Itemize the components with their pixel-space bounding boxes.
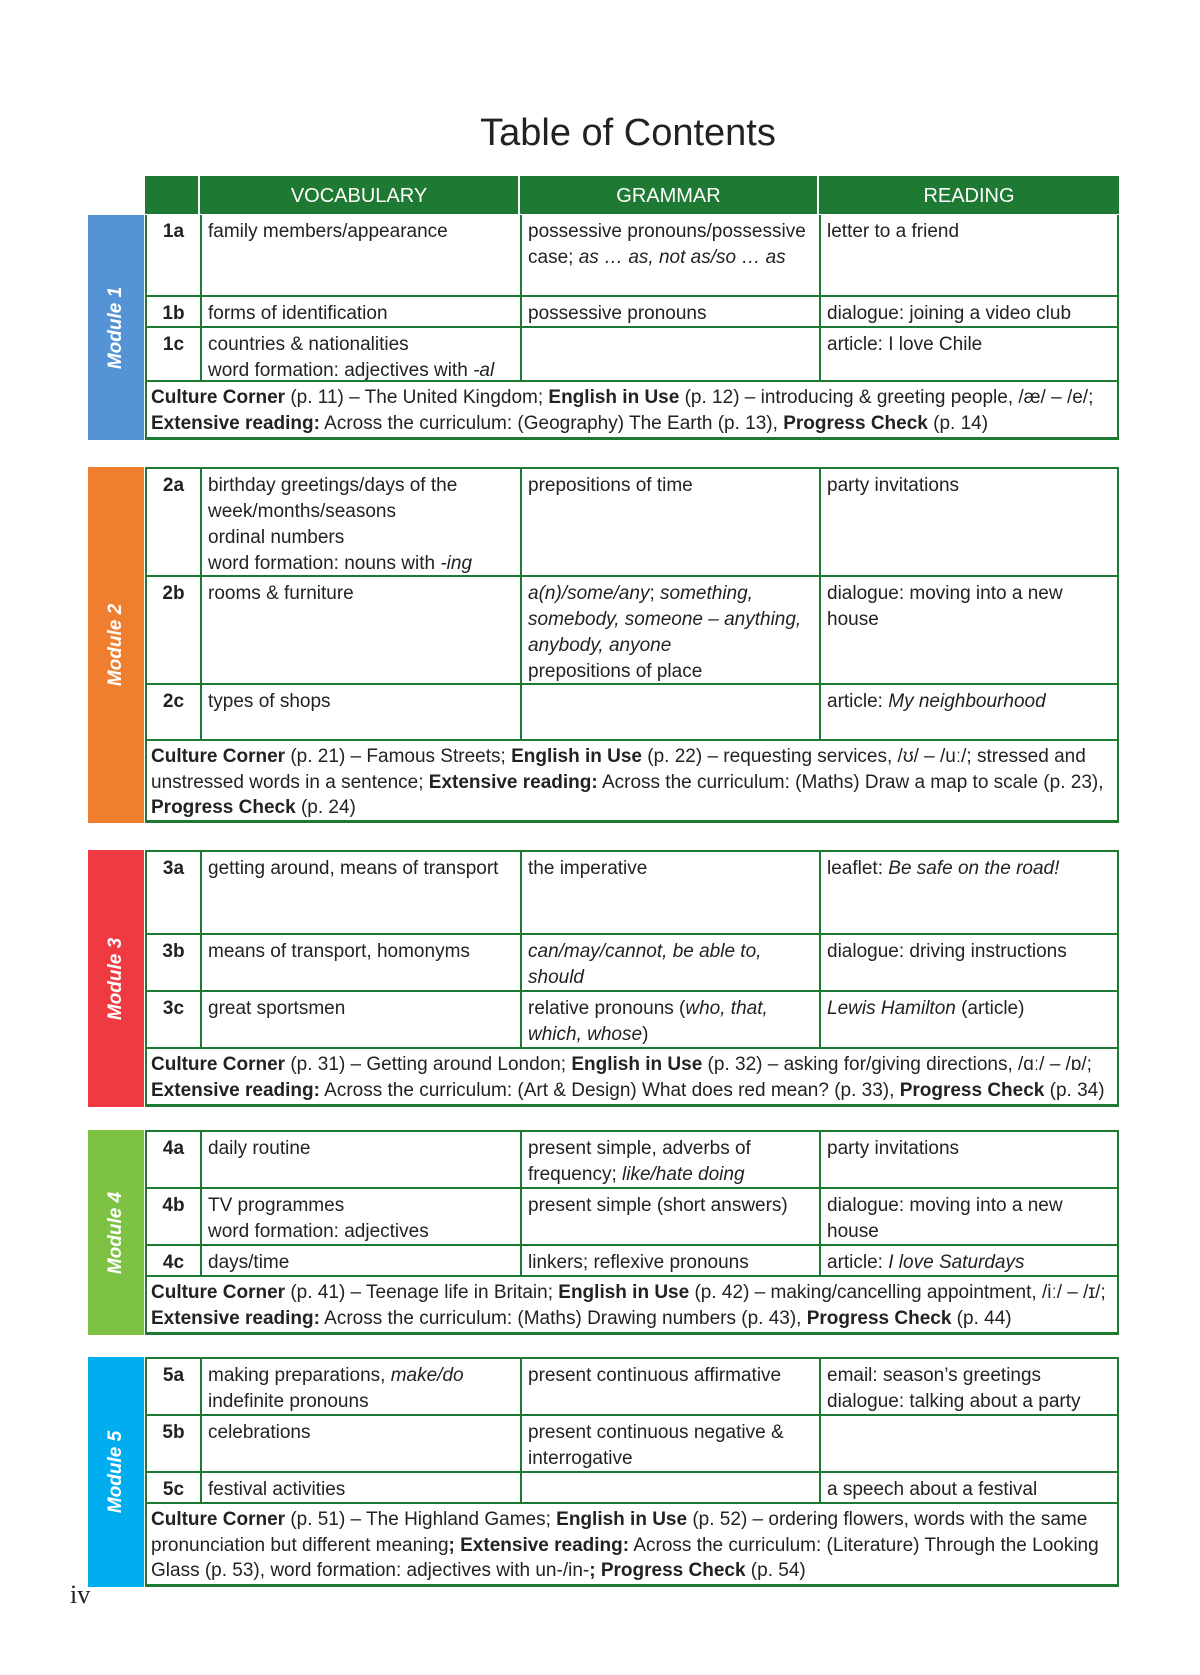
section-detail: (p. 34)	[1044, 1079, 1105, 1101]
section-detail: Across the curriculum: (Maths) Drawing numbers (p. 43),	[319, 1307, 807, 1329]
section-name: Progress Check	[899, 1079, 1045, 1101]
grammar-cell	[520, 1473, 819, 1502]
table-row	[147, 852, 1117, 935]
lesson-code: 1b	[162, 303, 185, 324]
reading-cell: Lewis Hamilton (article)	[819, 992, 1117, 1047]
table-row	[147, 328, 1117, 382]
lesson-code: 3c	[162, 998, 185, 1019]
table-row	[147, 297, 1117, 328]
section-detail: Across the curriculum: (Literature) Through the Looking Glass (p. 53), word formation: adjectives with un-/in-	[151, 1534, 1099, 1581]
section-detail: (p. 52) – ordering flowers, words with the same pronunciation but different meaning	[151, 1509, 1088, 1556]
module-label: Module 3	[105, 937, 126, 1020]
vocabulary-cell: types of shops	[200, 685, 520, 739]
grammar-cell: present simple, adverbs of frequency; like/hate doing	[520, 1132, 819, 1187]
module-label: Module 1	[105, 286, 126, 369]
culture-corner-summary	[147, 1049, 1117, 1106]
section-name: Culture Corner	[151, 387, 286, 408]
lesson-code: 1a	[162, 221, 185, 242]
vocabulary-cell: birthday greetings/days of the week/months/seasons ordinal numbers word formation: nouns with -ing	[200, 469, 520, 575]
module-table	[145, 215, 1119, 440]
module-table	[145, 467, 1119, 823]
section-name: Culture Corner	[151, 746, 286, 767]
section-name: Progress Check	[151, 797, 296, 818]
reading-cell: dialogue: moving into a new house	[819, 1189, 1117, 1244]
vocabulary-cell: rooms & furniture	[200, 577, 520, 683]
header-grammar: GRAMMAR	[518, 176, 817, 214]
grammar-cell: can/may/cannot, be able to, should	[520, 935, 819, 990]
table-row	[147, 685, 1117, 741]
reading-cell: article: I love Saturdays	[819, 1246, 1117, 1275]
section-name: Progress Check	[783, 412, 928, 434]
section-name: Progress Check	[806, 1307, 952, 1329]
table-row	[147, 935, 1117, 992]
section-detail: (p. 54)	[745, 1560, 806, 1581]
section-name: Culture Corner	[151, 1509, 286, 1530]
section-name: English in Use	[571, 1054, 703, 1075]
vocabulary-cell: great sportsmen	[200, 992, 520, 1047]
reading-cell: dialogue: joining a video club	[819, 297, 1117, 326]
grammar-cell: possessive pronouns/possessive case; as … as, not as/so … as	[520, 215, 819, 295]
vocabulary-cell: family members/appearance	[200, 215, 520, 295]
lesson-code: 3b	[162, 941, 185, 962]
lesson-code: 3a	[162, 858, 185, 879]
section-detail: (p. 44)	[951, 1307, 1012, 1329]
reading-cell: party invitations	[819, 469, 1117, 575]
header-reading: READING	[817, 176, 1119, 214]
reading-cell: email: season’s greetings dialogue: talking about a party	[819, 1359, 1117, 1414]
table-row	[147, 1416, 1117, 1473]
section-detail: (p. 31) – Getting around London;	[285, 1054, 572, 1075]
reading-cell: letter to a friend	[819, 215, 1117, 295]
lesson-code: 2a	[162, 475, 185, 496]
vocabulary-cell: getting around, means of transport	[200, 852, 520, 933]
section-detail: (p. 14)	[927, 412, 989, 434]
reading-cell: dialogue: driving instructions	[819, 935, 1117, 990]
section-detail: Across the curriculum: (Maths) Draw a map to scale (p. 23),	[597, 771, 1104, 793]
grammar-cell: a(n)/some/any; something, somebody, someone – anything, anybody, anyone prepositions of place	[520, 577, 819, 683]
section-detail: (p. 21) – Famous Streets;	[285, 746, 512, 767]
table-header	[145, 176, 1119, 214]
culture-corner-summary	[147, 1504, 1117, 1587]
module-tab	[88, 850, 144, 1107]
module-tab	[88, 1130, 144, 1335]
grammar-cell: relative pronouns (who, that, which, whose)	[520, 992, 819, 1047]
section-name: Extensive reading:	[151, 1307, 320, 1329]
module-table	[145, 1357, 1119, 1587]
header-code-cell	[145, 176, 198, 214]
grammar-cell: linkers; reflexive pronouns	[520, 1246, 819, 1275]
lesson-code: 4b	[162, 1195, 185, 1216]
table-row	[147, 1246, 1117, 1277]
lesson-code: 4a	[162, 1138, 185, 1159]
section-name: English in Use	[548, 387, 680, 408]
section-name: Culture Corner	[151, 1282, 286, 1303]
lesson-code: 5c	[162, 1479, 185, 1500]
reading-cell: dialogue: moving into a new house	[819, 577, 1117, 683]
lesson-code: 1c	[162, 334, 185, 355]
table-row	[147, 1473, 1117, 1504]
module-tab	[88, 215, 144, 440]
module-label: Module 2	[105, 603, 126, 687]
culture-corner-summary	[147, 741, 1117, 824]
section-name: English in Use	[558, 1282, 690, 1303]
vocabulary-cell: celebrations	[200, 1416, 520, 1471]
lesson-code: 5b	[162, 1422, 185, 1443]
lesson-code: 2b	[162, 583, 185, 604]
table-row	[147, 577, 1117, 685]
table-row	[147, 1132, 1117, 1189]
vocabulary-cell: festival activities	[200, 1473, 520, 1502]
grammar-cell	[520, 328, 819, 380]
lesson-code: 4c	[162, 1252, 185, 1273]
table-row	[147, 215, 1117, 297]
section-name: English in Use	[511, 746, 642, 767]
grammar-cell: possessive pronouns	[520, 297, 819, 326]
reading-cell	[819, 1416, 1117, 1471]
section-detail: (p. 41) – Teenage life in Britain;	[285, 1282, 559, 1303]
section-detail: (p. 32) – asking for/giving directions, /ɑː/ – /ɒ/;	[702, 1054, 1092, 1075]
section-detail: (p. 12) – introducing & greeting people, /æ/ – /e/;	[679, 387, 1094, 408]
section-detail: (p. 42) – making/cancelling appointment, /iː/ – /ɪ/;	[689, 1282, 1106, 1303]
table-row	[147, 1189, 1117, 1246]
section-name: Extensive reading:	[151, 412, 320, 434]
module-tab	[88, 467, 144, 823]
module-tab	[88, 1357, 144, 1587]
page-title: Table of Contents	[480, 112, 776, 154]
grammar-cell	[520, 685, 819, 739]
table-row	[147, 1359, 1117, 1416]
section-detail: Across the curriculum: (Geography) The Earth (p. 13),	[319, 412, 784, 434]
reading-cell: article: I love Chile	[819, 328, 1117, 380]
module-label: Module 5	[105, 1430, 126, 1514]
page-number: iv	[70, 1580, 91, 1609]
lesson-code: 5a	[162, 1365, 185, 1386]
section-name: Extensive reading:	[428, 771, 598, 793]
module-table	[145, 1130, 1119, 1335]
lesson-code: 2c	[162, 691, 185, 712]
grammar-cell: present simple (short answers)	[520, 1189, 819, 1244]
vocabulary-cell: means of transport, homonyms	[200, 935, 520, 990]
section-detail: (p. 51) – The Highland Games;	[285, 1509, 557, 1530]
grammar-cell: present continuous affirmative	[520, 1359, 819, 1414]
section-detail: (p. 24)	[295, 797, 356, 818]
reading-cell: party invitations	[819, 1132, 1117, 1187]
section-name: ; Extensive reading:	[448, 1534, 630, 1556]
section-detail: (p. 22) – requesting services, /ʊ/ – /uː/; stressed and unstressed words in a sentence;	[151, 746, 1086, 793]
grammar-cell: the imperative	[520, 852, 819, 933]
section-name: Culture Corner	[151, 1054, 286, 1075]
vocabulary-cell: countries & nationalities word formation: adjectives with -al	[200, 328, 520, 380]
section-name: Extensive reading:	[151, 1079, 320, 1101]
module-label: Module 4	[105, 1191, 126, 1274]
reading-cell: a speech about a festival	[819, 1473, 1117, 1502]
module-table	[145, 850, 1119, 1107]
vocabulary-cell: days/time	[200, 1246, 520, 1275]
vocabulary-cell: forms of identification	[200, 297, 520, 326]
reading-cell: leaflet: Be safe on the road!	[819, 852, 1117, 933]
grammar-cell: prepositions of time	[520, 469, 819, 575]
vocabulary-cell: daily routine	[200, 1132, 520, 1187]
section-name: English in Use	[556, 1509, 688, 1530]
culture-corner-summary	[147, 1277, 1117, 1334]
section-detail: (p. 11) – The United Kingdom;	[285, 387, 549, 408]
table-row	[147, 469, 1117, 577]
section-name: ; Progress Check	[589, 1560, 746, 1581]
header-vocabulary: VOCABULARY	[198, 176, 518, 214]
culture-corner-summary	[147, 382, 1117, 439]
vocabulary-cell: TV programmes word formation: adjectives	[200, 1189, 520, 1244]
reading-cell: article: My neighbourhood	[819, 685, 1117, 739]
table-row	[147, 992, 1117, 1049]
grammar-cell: present continuous negative & interrogative	[520, 1416, 819, 1471]
section-detail: Across the curriculum: (Art & Design) What does red mean? (p. 33),	[319, 1079, 900, 1101]
vocabulary-cell: making preparations, make/do indefinite pronouns	[200, 1359, 520, 1414]
